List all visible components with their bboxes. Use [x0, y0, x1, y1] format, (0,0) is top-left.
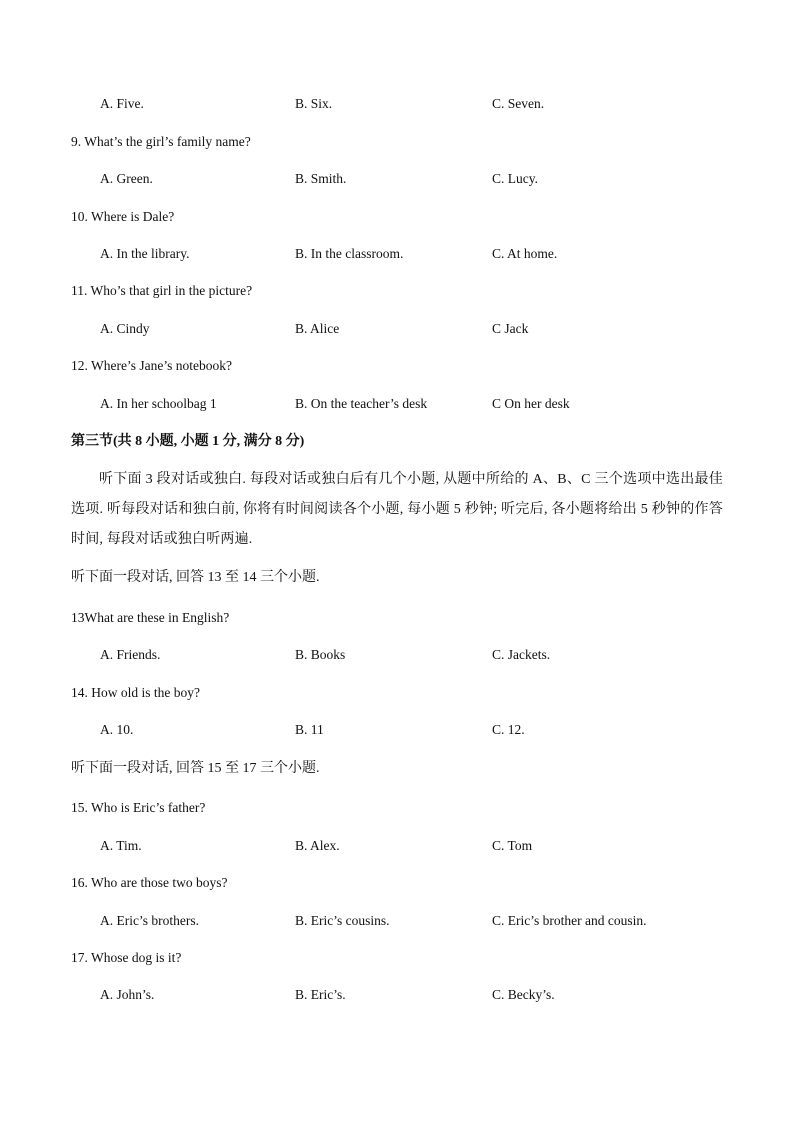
q9-text: 9. What’s the girl’s family name?	[71, 134, 251, 149]
dialog-2-intro: 听下面一段对话, 回答 15 至 17 三个小题.	[71, 761, 320, 776]
q14-option-a: A. 10.	[100, 722, 134, 737]
q12-option-c: C On her desk	[492, 396, 570, 411]
q17-option-b: B. Eric’s.	[295, 987, 346, 1002]
dialog-1-intro: 听下面一段对话, 回答 13 至 14 三个小题.	[71, 570, 320, 585]
q8-option-a: A. Five.	[100, 96, 144, 111]
q10-text: 10. Where is Dale?	[71, 209, 175, 224]
q9-option-a: A. Green.	[100, 171, 153, 186]
q16-text: 16. Who are those two boys?	[71, 875, 228, 890]
q15-option-a: A. Tim.	[100, 838, 142, 853]
q14-option-c: C. 12.	[492, 722, 525, 737]
q10-option-c: C. At home.	[492, 246, 558, 261]
q14-option-b: B. 11	[295, 722, 324, 737]
q8-option-c: C. Seven.	[492, 96, 545, 111]
q15-option-b: B. Alex.	[295, 838, 340, 853]
q17-option-a: A. John’s.	[100, 987, 155, 1002]
q14-text: 14. How old is the boy?	[71, 685, 200, 700]
q17-option-c: C. Becky’s.	[492, 987, 555, 1002]
q16-option-a: A. Eric’s brothers.	[100, 913, 199, 928]
q11-option-c: C Jack	[492, 321, 529, 336]
q11-text: 11. Who’s that girl in the picture?	[71, 283, 253, 298]
q8-option-b: B. Six.	[295, 96, 333, 111]
q12-option-a: A. In her schoolbag 1	[100, 396, 217, 411]
q16-option-c: C. Eric’s brother and cousin.	[492, 913, 647, 928]
q13-text: 13What are these in English?	[71, 610, 230, 625]
q12-option-b: B. On the teacher’s desk	[295, 396, 428, 411]
q13-option-c: C. Jackets.	[492, 647, 551, 662]
q15-text: 15. Who is Eric’s father?	[71, 800, 206, 815]
q10-option-b: B. In the classroom.	[295, 246, 404, 261]
q13-option-b: B. Books	[295, 647, 346, 662]
q9-option-c: C. Lucy.	[492, 171, 538, 186]
section-3-title: 第三节(共 8 小题, 小题 1 分, 满分 8 分)	[71, 434, 305, 449]
q10-option-a: A. In the library.	[100, 246, 190, 261]
section-3-instructions: 听下面 3 段对话或独白. 每段对话或独白后有几个小题, 从题中所给的 A、B、C 三个选项中选出最佳选项. 听每段对话和独白前, 你将有时间阅读各个小题, 每小题 5 秒钟; 听完后, 各小题将给出 5 秒钟的作答时间, 每段对话或独白听两遍.	[71, 472, 723, 547]
q16-option-b: B. Eric’s cousins.	[295, 913, 390, 928]
q9-option-b: B. Smith.	[295, 171, 347, 186]
q13-option-a: A. Friends.	[100, 647, 161, 662]
q11-option-a: A. Cindy	[100, 321, 150, 336]
q12-text: 12. Where’s Jane’s notebook?	[71, 358, 232, 373]
q15-option-c: C. Tom	[492, 838, 533, 853]
q17-text: 17. Whose dog is it?	[71, 950, 182, 965]
q11-option-b: B. Alice	[295, 321, 340, 336]
